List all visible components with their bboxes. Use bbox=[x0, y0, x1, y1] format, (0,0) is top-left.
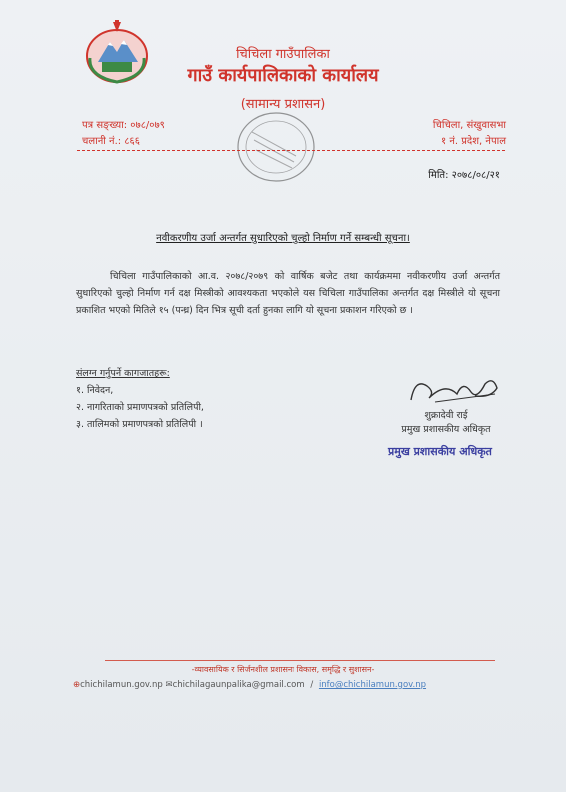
globe-icon: ⊕ bbox=[73, 680, 81, 690]
info-email-link[interactable]: info@chichilamun.gov.np bbox=[318, 680, 427, 690]
footer-motto: -व्यावसायिक र सिर्जनशील प्रशासनः विकास, समृद्धि र सुशासन- bbox=[191, 665, 375, 674]
signatory-title: प्रमुख प्रशासकीय अधिकृत bbox=[401, 424, 491, 435]
office-full-title: गाउँ कार्यपालिकाको कार्यालय bbox=[187, 65, 379, 86]
letter-date: मिति: २०७८/०८/२१ bbox=[428, 170, 500, 181]
enclosure-item: ३. तालिमको प्रमाणपत्रको प्रतिलिपी । bbox=[76, 419, 203, 430]
notice-body: चिचिला गाउँपालिकाको आ.व. २०७८/२०७९ को वार्षिक बजेट तथा कार्यक्रममा नवीकरणीय उर्जा अन्तर्गत सुधारिएको चुल्हो निर्माण गर्न दक्ष मिस्त्रीको आवश्यकता भएकोले यस चिचिला गाउँपालिका अन्तर्गत दक्ष मिस्त्रीले यो सूचना प्रकाशित भएको मितिले १५ (पन्ध्र) दिन भित्र सूची दर्ता हुनका लागि यो सूचना प्रकाशन गरिएको छ । bbox=[76, 271, 500, 316]
signatory-name: शुक्रादेवी राई bbox=[424, 410, 468, 421]
enclosure-item: १. निवेदन, bbox=[76, 385, 114, 396]
enclosures-title: संलग्न गर्नुपर्ने कागजातहरू: bbox=[76, 368, 170, 379]
contact-separator: / bbox=[310, 680, 314, 690]
address-line-2: १ नं. प्रदेश, नेपाल bbox=[440, 136, 506, 147]
office-name: चिचिला गाउँपालिका bbox=[236, 47, 330, 62]
header-divider bbox=[77, 150, 505, 151]
section-name: (सामान्य प्रशासन) bbox=[240, 97, 326, 112]
notice-subject bbox=[0, 230, 566, 244]
mail-icon: ✉ bbox=[165, 680, 173, 690]
office-seal-stamp bbox=[234, 110, 318, 184]
footer-divider bbox=[105, 660, 495, 661]
designation-stamp: प्रमुख प्रशासकीय अधिकृत bbox=[388, 445, 492, 458]
website-link[interactable]: chichilamun.gov.np bbox=[80, 680, 163, 690]
dispatch-number: चलानी नं.: ८६६ bbox=[82, 136, 140, 147]
subject-text: नवीकरणीय उर्जा अन्तर्गत सुधारिएको चुल्हो निर्माण गर्ने सम्बन्धी सूचना। bbox=[156, 233, 410, 244]
handwritten-signature bbox=[405, 372, 505, 408]
letter-number: पत्र सङ्ख्या: ०७८/०७९ bbox=[82, 120, 165, 131]
email-link[interactable]: chichilagaunpalika@gmail.com bbox=[172, 680, 305, 690]
enclosure-item: २. नागरिताको प्रमाणपत्रको प्रतिलिपी, bbox=[76, 402, 204, 413]
address-line-1: चिचिला, संखुवासभा bbox=[432, 120, 506, 131]
footer-contacts bbox=[73, 680, 426, 690]
